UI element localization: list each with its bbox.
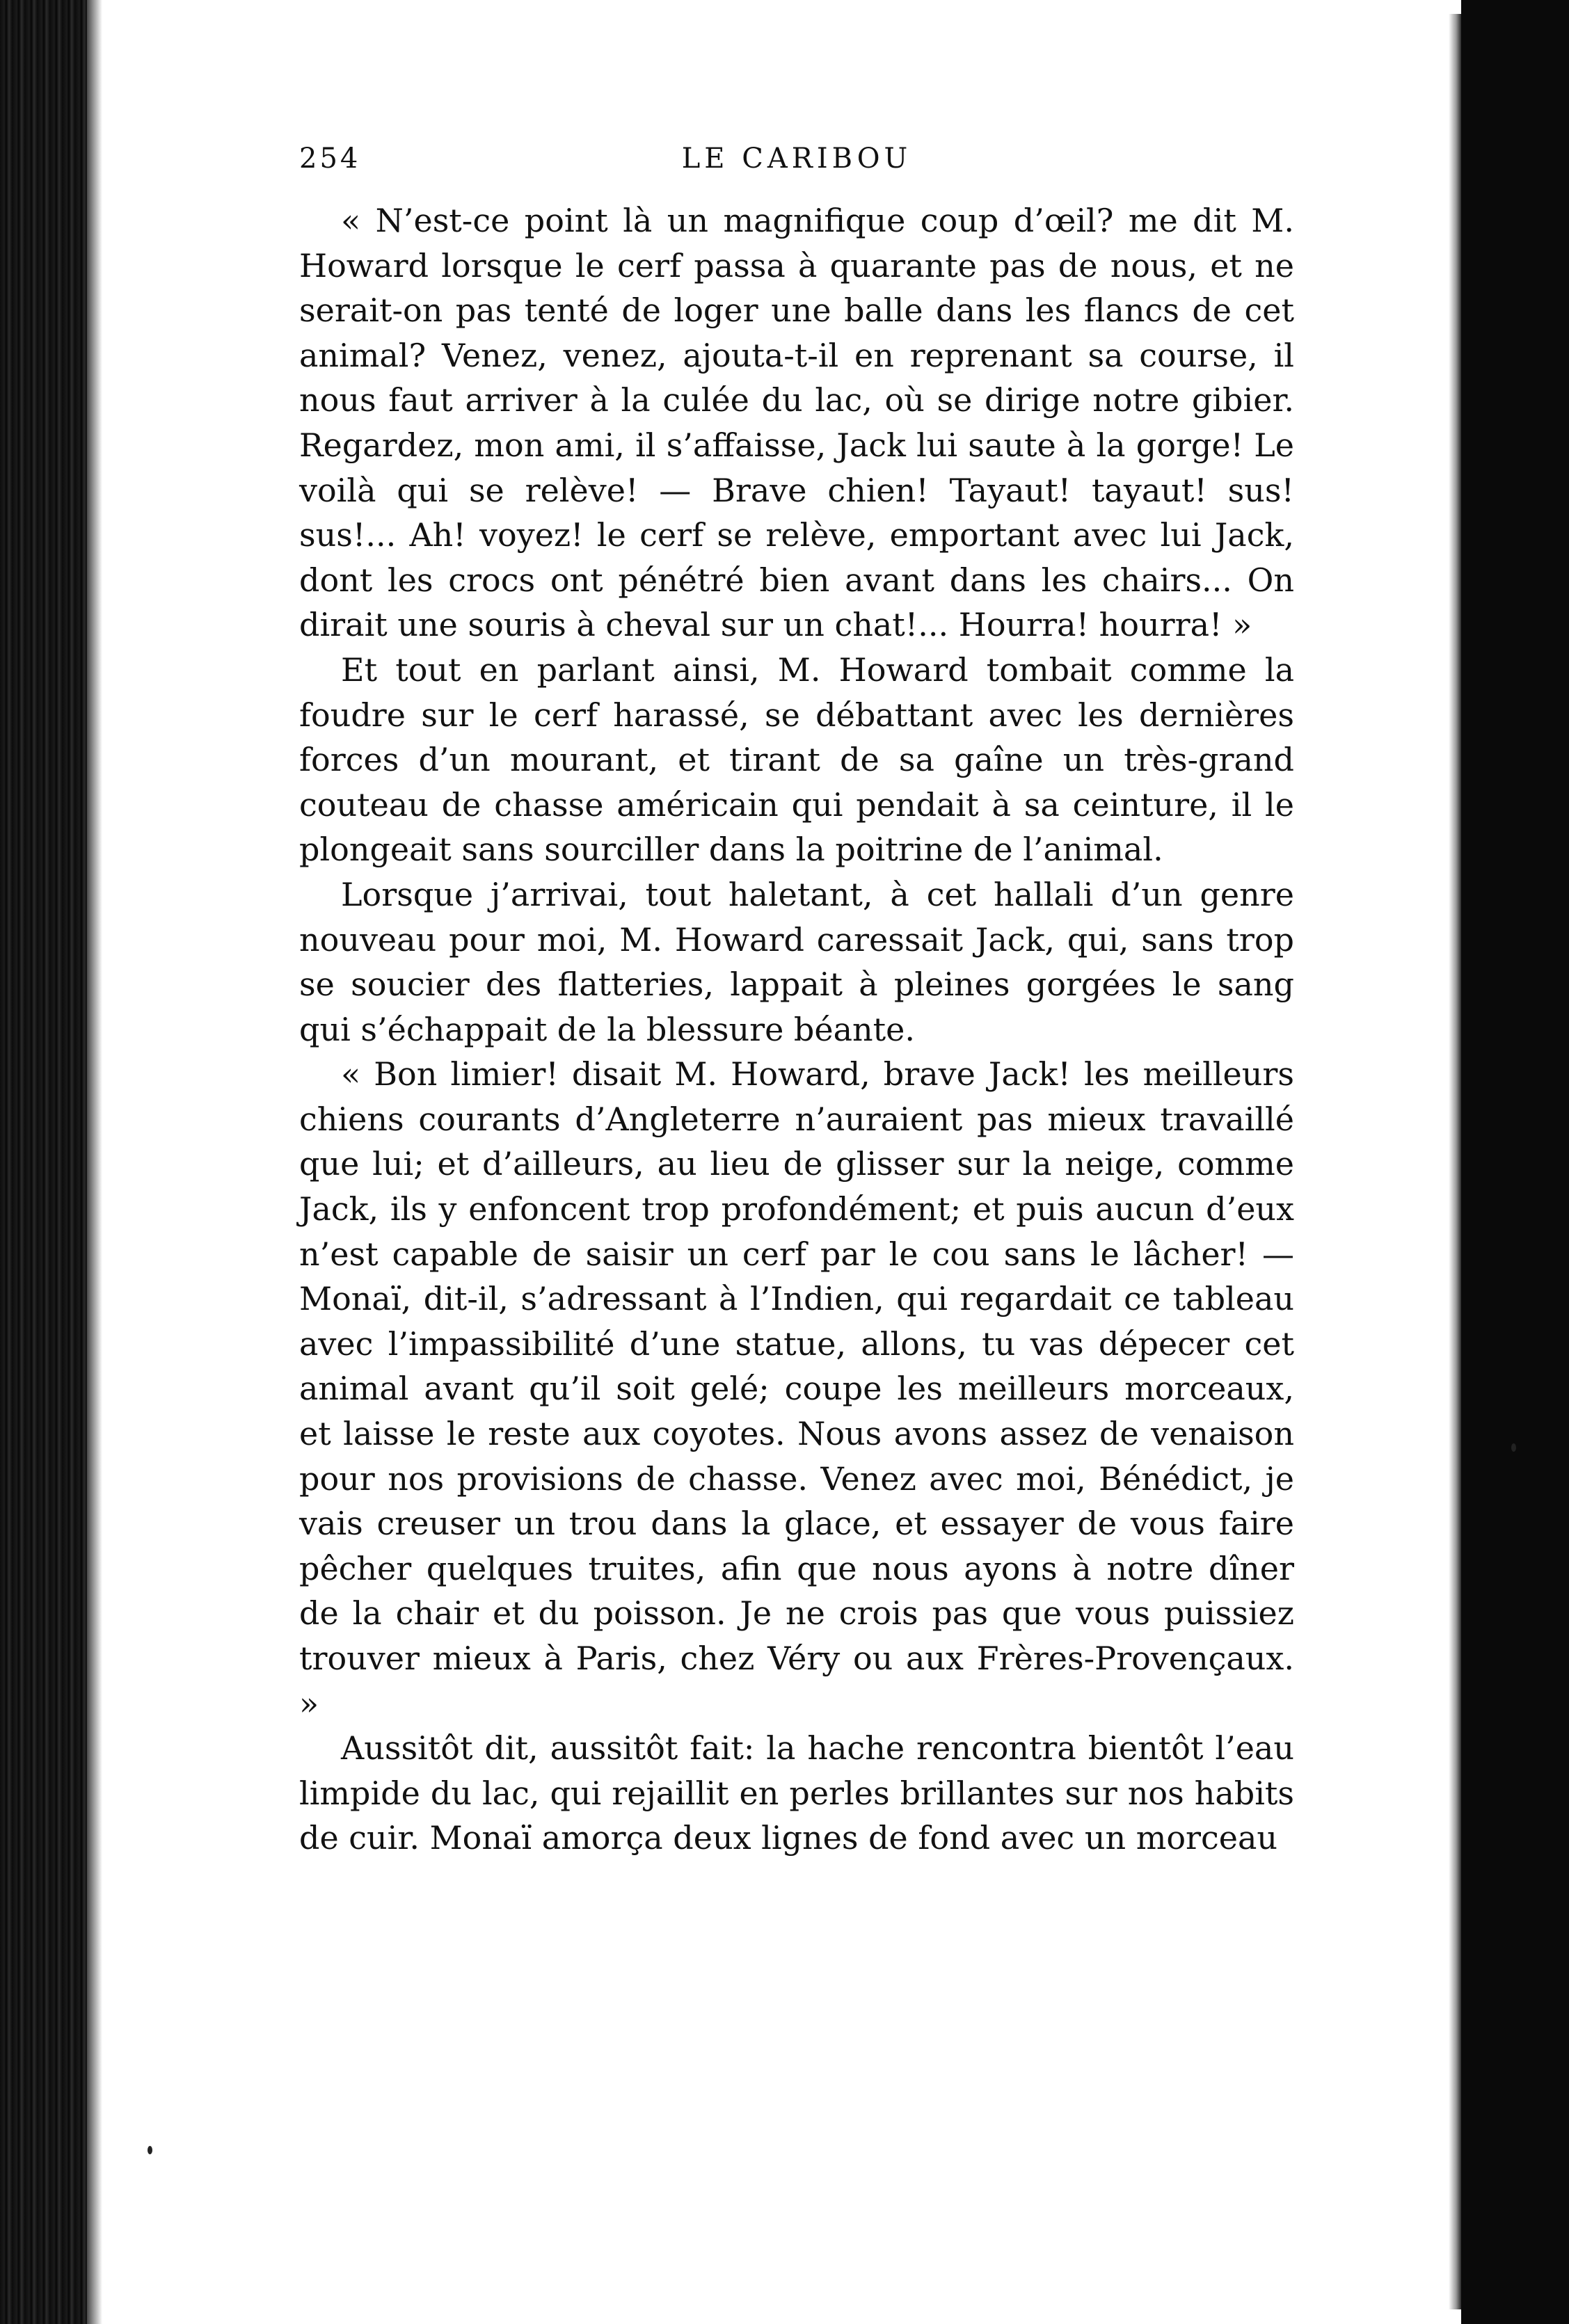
- scan-speck: [1511, 1443, 1516, 1452]
- running-head: [299, 143, 1294, 191]
- binding-gutter-shadow: [87, 0, 102, 2324]
- right-page-edge-shadow: [1449, 14, 1461, 2309]
- paragraph: Et tout en parlant ainsi, M. Howard tombait comme la foudre sur le cerf harassé, se débattant avec les dernières forces d’un mourant, et tirant de sa gaîne un très-grand couteau de chasse américain qui pendait à sa ceinture, il le plongeait sans sourciller dans la poitrine de l’animal.: [299, 650, 1294, 869]
- paragraph: Aussitôt dit, aussitôt fait: la hache rencontra bientôt l’eau limpide du lac, qui rejaillit en perles brillantes sur nos habits de cuir. Monaï amorça deux lignes de fond avec un morceau: [299, 1729, 1294, 1857]
- paragraph: Lorsque j’arrivai, tout haletant, à cet hallali d’un genre nouveau pour moi, M. Howard caressait Jack, qui, sans trop se soucier des flatteries, lappait à pleines gorgées le sang qui s’échappait de la blessure béante.: [299, 875, 1294, 1048]
- paragraph: « Bon limier! disait M. Howard, brave Jack! les meilleurs chiens courants d’Angleterre n’auraient pas mieux travaillé que lui; et d’ailleurs, au lieu de glisser sur la neige, comme Jack, ils y enfoncent trop profondément; et puis aucun d’eux n’est capable de saisir un cerf par le cou sans le lâcher! — Monaï, dit-il, s’adressant à l’Indien, qui regardait ce tableau avec l’impassibilité d’une statue, allons, tu vas dépecer cet animal avant qu’il soit gelé; coupe les meilleurs morceaux, et laisse le reste aux coyotes. Nous avons assez de venaison pour nos provisions de chasse. Venez avec moi, Bénédict, je vais creuser un trou dans la glace, et essayer de vous faire pêcher quelques truites, afin que nous ayons à notre dîner de la chair et du poisson. Je ne crois pas que vous puissiez trouver mieux à Paris, chez Véry ou aux Frères-Provençaux. »: [299, 1055, 1294, 1722]
- chapter-title: LE CARIBOU: [681, 143, 912, 175]
- right-dark-edge: [1461, 0, 1569, 2324]
- page-content: [299, 143, 1294, 1861]
- page-number: 254: [299, 143, 361, 175]
- paragraph: « N’est-ce point là un magnifique coup d’œil? me dit M. Howard lorsque le cerf passa à quarante pas de nous, et ne serait-on pas tenté de loger une balle dans les flancs de cet animal? Venez, venez, ajouta-t-il en reprenant sa course, il nous faut arriver à la culée du lac, où se dirige notre gibier. Regardez, mon ami, il s’affaisse, Jack lui saute à la gorge! Le voilà qui se relève! — Brave chien! Tayaut! tayaut! sus! sus!... Ah! voyez! le cerf se relève, emportant avec lui Jack, dont les crocs ont pénétré bien avant dans les chairs... On dirait une souris à cheval sur un chat!... Hourra! hourra! »: [299, 202, 1294, 644]
- scan-speck: [148, 2146, 152, 2154]
- body-text: [299, 198, 1294, 1861]
- book-binding-edge: [0, 0, 87, 2324]
